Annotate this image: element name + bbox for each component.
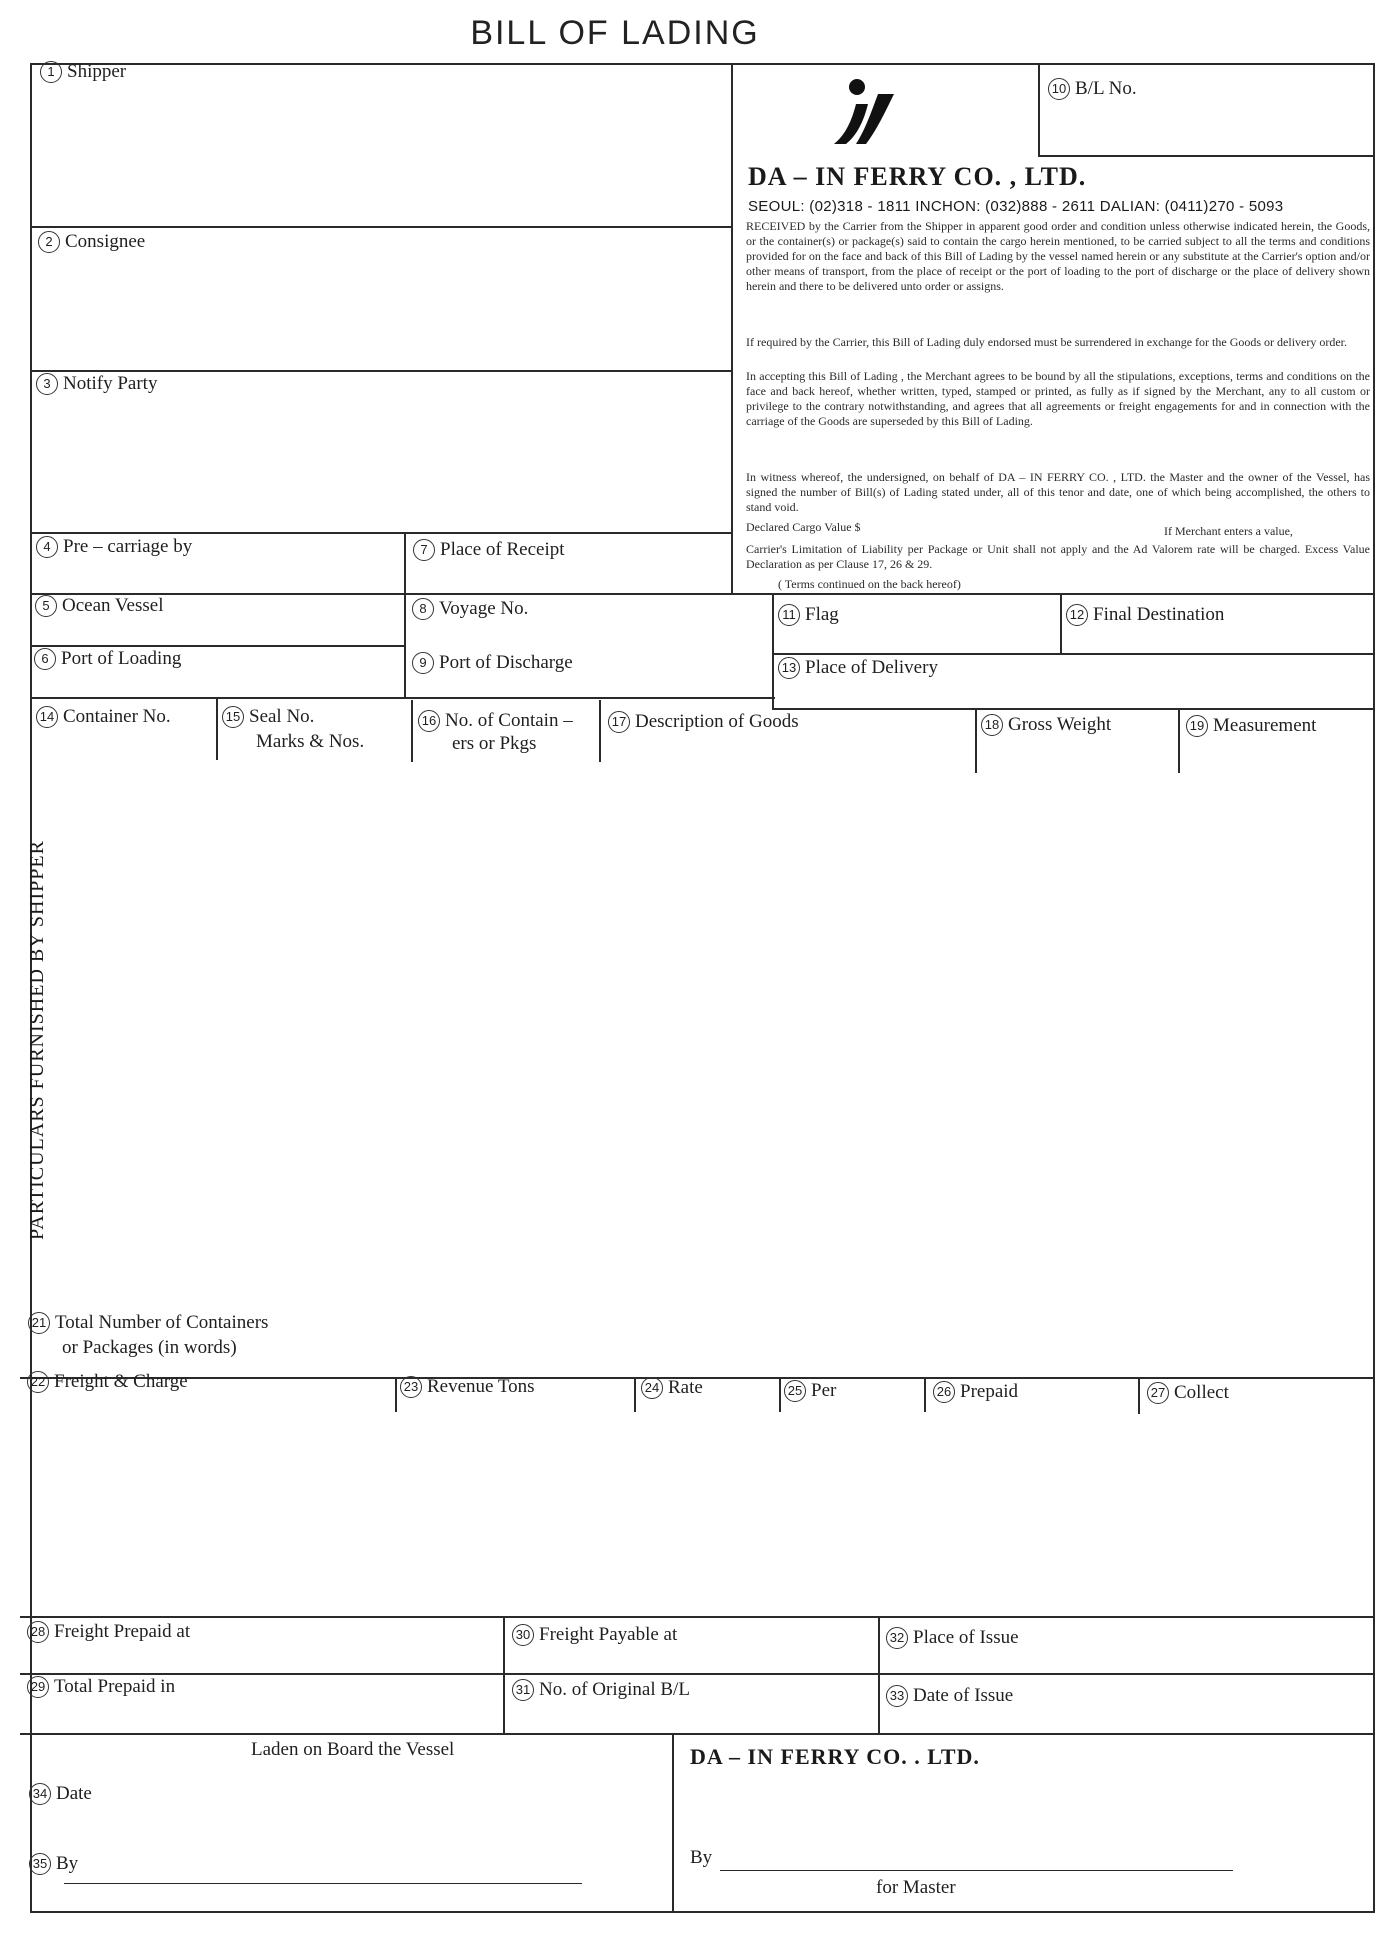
document-title: BILL OF LADING bbox=[470, 14, 760, 52]
field-total-prepaid-in-label: Total Prepaid in bbox=[54, 1676, 176, 1697]
field-consignee bbox=[38, 230, 145, 254]
company-logo bbox=[826, 76, 906, 150]
field-freight-prepaid-at bbox=[27, 1620, 190, 1644]
field-prepaid-label: Prepaid bbox=[960, 1381, 1019, 1402]
field-by-label: By bbox=[56, 1853, 79, 1874]
divider-col-c bbox=[1060, 593, 1062, 653]
field-date-of-issue bbox=[886, 1684, 1013, 1708]
divider-prepaid-mid bbox=[20, 1673, 1375, 1675]
field-port-of-discharge bbox=[412, 651, 573, 675]
field-prepaid bbox=[933, 1380, 1018, 1404]
field-date-of-issue-label: Date of Issue bbox=[913, 1685, 1014, 1706]
divider-shipper bbox=[30, 226, 731, 228]
divider-header-middle bbox=[731, 63, 733, 593]
field-pre-carriage bbox=[36, 535, 192, 559]
company-phones: SEOUL: (02)318 - 1811 INCHON: (032)888 - 2611 DALIAN: (0411)270 - 5093 bbox=[748, 198, 1284, 215]
field-measurement bbox=[1186, 714, 1316, 738]
signature-by-label: By bbox=[690, 1847, 713, 1868]
divider-bl-bottom bbox=[1038, 155, 1373, 157]
field-number-badge: 19 bbox=[1186, 715, 1208, 737]
field-number-badge: 22 bbox=[27, 1371, 49, 1393]
field-place-of-delivery-label: Place of Delivery bbox=[805, 657, 938, 678]
field-number-badge: 27 bbox=[1147, 1382, 1169, 1404]
field-voyage-no bbox=[412, 597, 528, 621]
field-total-containers-label: Total Number of Containers bbox=[55, 1312, 269, 1333]
divider-freight-4 bbox=[924, 1377, 926, 1412]
divider-goods-3 bbox=[599, 700, 601, 762]
field-date bbox=[29, 1782, 92, 1806]
field-no-of-original-bl bbox=[512, 1678, 690, 1702]
field-number-badge: 29 bbox=[27, 1676, 49, 1698]
field-number-badge: 28 bbox=[27, 1621, 49, 1643]
terms-witness: In witness whereof, the undersigned, on behalf of DA – IN FERRY CO. , LTD. the Master and the owner of the Vessel, has signed the number of Bill(s) of Lading stated under, all of this tenor and date, one of which being accomplished, the others to stand void. bbox=[746, 470, 1370, 514]
field-seal-no-label: Seal No. bbox=[249, 706, 315, 727]
divider-col-b bbox=[772, 593, 774, 708]
field-date-label: Date bbox=[56, 1783, 92, 1804]
field-final-destination bbox=[1066, 603, 1224, 627]
divider-freight-2 bbox=[634, 1377, 636, 1412]
divider-prepaid-top bbox=[20, 1616, 1375, 1618]
field-notify-party-label: Notify Party bbox=[63, 373, 158, 394]
field-pre-carriage-label: Pre – carriage by bbox=[63, 536, 193, 557]
field-revenue-tons-label: Revenue Tons bbox=[427, 1376, 535, 1397]
field-number-badge: 12 bbox=[1066, 604, 1088, 626]
field-description-of-goods-label: Description of Goods bbox=[635, 711, 799, 732]
field-place-of-issue bbox=[886, 1626, 1019, 1650]
divider-prepaid-1 bbox=[503, 1616, 505, 1733]
field-gross-weight bbox=[981, 713, 1111, 737]
field-number-badge: 24 bbox=[641, 1377, 663, 1399]
field-notify-party bbox=[36, 372, 157, 396]
field-container-no-label: Container No. bbox=[63, 706, 171, 727]
field-number-badge: 7 bbox=[413, 539, 435, 561]
terms-accepting: In accepting this Bill of Lading , the Merchant agrees to be bound by all the stipulations, exceptions, terms and conditions on the face and back hereof, whether written, typed, stamped or printed, as fully as if signed by the Merchant, any to all custom or privilege to the contrary notwithstanding, and agrees that all agreements or freight engagements for and in connection with the carriage of the Goods are superseded by this Bill of Lading. bbox=[746, 369, 1370, 428]
divider-notify bbox=[30, 532, 731, 534]
field-ocean-vessel-label: Ocean Vessel bbox=[62, 595, 164, 616]
field-number-badge: 30 bbox=[512, 1624, 534, 1646]
field-shipper-label: Shipper bbox=[67, 61, 127, 82]
field-final-destination-label: Final Destination bbox=[1093, 604, 1225, 625]
field-number-badge: 25 bbox=[784, 1380, 806, 1402]
divider-prepaid-bottom bbox=[20, 1733, 1375, 1735]
field-number-badge: 32 bbox=[886, 1627, 908, 1649]
field-no-of-containers bbox=[418, 709, 573, 733]
signature-company: DA – IN FERRY CO. . LTD. bbox=[690, 1744, 980, 1769]
border-top bbox=[30, 63, 1375, 65]
field-number-badge: 31 bbox=[512, 1679, 534, 1701]
divider-freight-1 bbox=[395, 1377, 397, 1412]
field-total-prepaid-in bbox=[27, 1675, 175, 1699]
field-bl-no bbox=[1048, 77, 1137, 101]
field-port-of-loading bbox=[34, 647, 181, 671]
field-number-badge: 15 bbox=[222, 706, 244, 728]
field-freight-payable-at-label: Freight Payable at bbox=[539, 1624, 678, 1645]
field-rate bbox=[641, 1376, 703, 1400]
divider-col-a bbox=[404, 532, 406, 697]
field-collect bbox=[1147, 1381, 1229, 1405]
field-place-of-delivery bbox=[778, 656, 938, 680]
laden-on-board-label: Laden on Board the Vessel bbox=[251, 1739, 455, 1760]
terms-received: RECEIVED by the Carrier from the Shipper in apparent good order and condition unless otherwise indicated herein, the Goods, or the container(s) or package(s) said to contain the cargo herein mentioned, to be carried subject to all the terms and conditions provided for on the face and back of this Bill of Lading by the vessel named herein or any substitute at the Carrier's option and/or other means of transport, from the place of receipt or the port of loading to the port of discharge or the place of delivery shown herein and there to be delivered unto order or assigns. bbox=[746, 219, 1370, 293]
field-no-of-original-bl-label: No. of Original B/L bbox=[539, 1679, 690, 1700]
field-port-of-loading-label: Port of Loading bbox=[61, 648, 182, 669]
field-number-badge: 13 bbox=[778, 657, 800, 679]
field-number-badge: 8 bbox=[412, 598, 434, 620]
sign-line-left bbox=[64, 1883, 582, 1884]
field-flag bbox=[778, 603, 839, 627]
field-packages-in-words-label: or Packages (in words) bbox=[62, 1337, 237, 1358]
divider-row-7 bbox=[30, 697, 775, 699]
divider-goods-1 bbox=[216, 697, 218, 760]
field-no-of-containers-label: No. of Contain – bbox=[445, 710, 573, 731]
field-per-label: Per bbox=[811, 1380, 837, 1401]
field-number-badge: 33 bbox=[886, 1685, 908, 1707]
terms-continued: ( Terms continued on the back hereof) bbox=[778, 577, 961, 591]
field-total-containers bbox=[28, 1311, 268, 1335]
field-number-badge: 9 bbox=[412, 652, 434, 674]
field-number-badge: 5 bbox=[35, 595, 57, 617]
divider-freight-5 bbox=[1138, 1377, 1140, 1414]
divider-bl-box bbox=[1038, 63, 1040, 155]
field-place-of-receipt bbox=[413, 538, 565, 562]
field-collect-label: Collect bbox=[1174, 1382, 1229, 1403]
field-number-badge: 14 bbox=[36, 706, 58, 728]
divider-goods-4 bbox=[975, 708, 977, 773]
field-pkgs-label: ers or Pkgs bbox=[452, 733, 537, 754]
divider-row-6b bbox=[772, 653, 1375, 655]
field-port-of-discharge-label: Port of Discharge bbox=[439, 652, 573, 673]
field-ocean-vessel bbox=[35, 594, 163, 618]
field-voyage-no-label: Voyage No. bbox=[439, 598, 529, 619]
field-number-badge: 2 bbox=[38, 231, 60, 253]
border-right bbox=[1373, 63, 1375, 1913]
divider-goods-2 bbox=[411, 700, 413, 762]
field-number-badge: 18 bbox=[981, 714, 1003, 736]
field-number-badge: 17 bbox=[608, 711, 630, 733]
divider-prepaid-2 bbox=[878, 1616, 880, 1733]
terms-limitation: Carrier's Limitation of Liability per Package or Unit shall not apply and the Ad Valorem rate will be charged. Excess Value Declaration as per Clause 17, 26 & 29. bbox=[746, 542, 1370, 571]
field-number-badge: 23 bbox=[400, 1376, 422, 1398]
declared-cargo-value: Declared Cargo Value $ bbox=[746, 520, 861, 534]
divider-row-7b bbox=[772, 708, 1375, 710]
field-marks-nos-label: Marks & Nos. bbox=[256, 731, 365, 752]
field-number-badge: 1 bbox=[40, 61, 62, 83]
field-seal-no bbox=[222, 705, 314, 729]
field-freight-prepaid-at-label: Freight Prepaid at bbox=[54, 1621, 191, 1642]
divider-goods-5 bbox=[1178, 708, 1180, 773]
divider-sign bbox=[672, 1733, 674, 1913]
field-freight-charge bbox=[27, 1370, 188, 1394]
field-number-badge: 6 bbox=[34, 648, 56, 670]
field-description-of-goods bbox=[608, 710, 799, 734]
field-number-badge: 34 bbox=[29, 1783, 51, 1805]
field-number-badge: 16 bbox=[418, 710, 440, 732]
field-measurement-label: Measurement bbox=[1213, 715, 1317, 736]
field-per bbox=[784, 1379, 836, 1403]
field-by bbox=[29, 1852, 78, 1876]
field-freight-charge-label: Freight & Charge bbox=[54, 1371, 188, 1392]
sign-line-right bbox=[720, 1870, 1233, 1871]
for-master-label: for Master bbox=[876, 1877, 956, 1898]
field-bl-no-label: B/L No. bbox=[1075, 78, 1137, 99]
field-gross-weight-label: Gross Weight bbox=[1008, 714, 1112, 735]
field-place-of-receipt-label: Place of Receipt bbox=[440, 539, 565, 560]
field-consignee-label: Consignee bbox=[65, 231, 146, 252]
field-flag-label: Flag bbox=[805, 604, 839, 625]
terms-surrender: If required by the Carrier, this Bill of Lading duly endorsed must be surrendered in exchange for the Goods or delivery order. bbox=[746, 335, 1348, 349]
field-revenue-tons bbox=[400, 1375, 535, 1399]
field-number-badge: 4 bbox=[36, 536, 58, 558]
particulars-side-label: PARTICULARS FURNISHED BY SHIPPER bbox=[26, 840, 48, 1240]
company-name: DA – IN FERRY CO. , LTD. bbox=[748, 162, 1087, 191]
divider-freight-3 bbox=[779, 1377, 781, 1412]
field-freight-payable-at bbox=[512, 1623, 677, 1647]
field-place-of-issue-label: Place of Issue bbox=[913, 1627, 1019, 1648]
field-rate-label: Rate bbox=[668, 1377, 703, 1398]
divider-row-5 bbox=[30, 593, 1375, 595]
field-shipper bbox=[40, 60, 126, 84]
field-number-badge: 26 bbox=[933, 1381, 955, 1403]
border-bottom bbox=[30, 1911, 1375, 1913]
field-number-badge: 10 bbox=[1048, 78, 1070, 100]
field-number-badge: 11 bbox=[778, 604, 800, 626]
field-number-badge: 21 bbox=[28, 1312, 50, 1334]
field-number-badge: 3 bbox=[36, 373, 58, 395]
merchant-value-note: If Merchant enters a value, bbox=[1164, 524, 1293, 538]
field-number-badge: 35 bbox=[29, 1853, 51, 1875]
field-container-no bbox=[36, 705, 171, 729]
